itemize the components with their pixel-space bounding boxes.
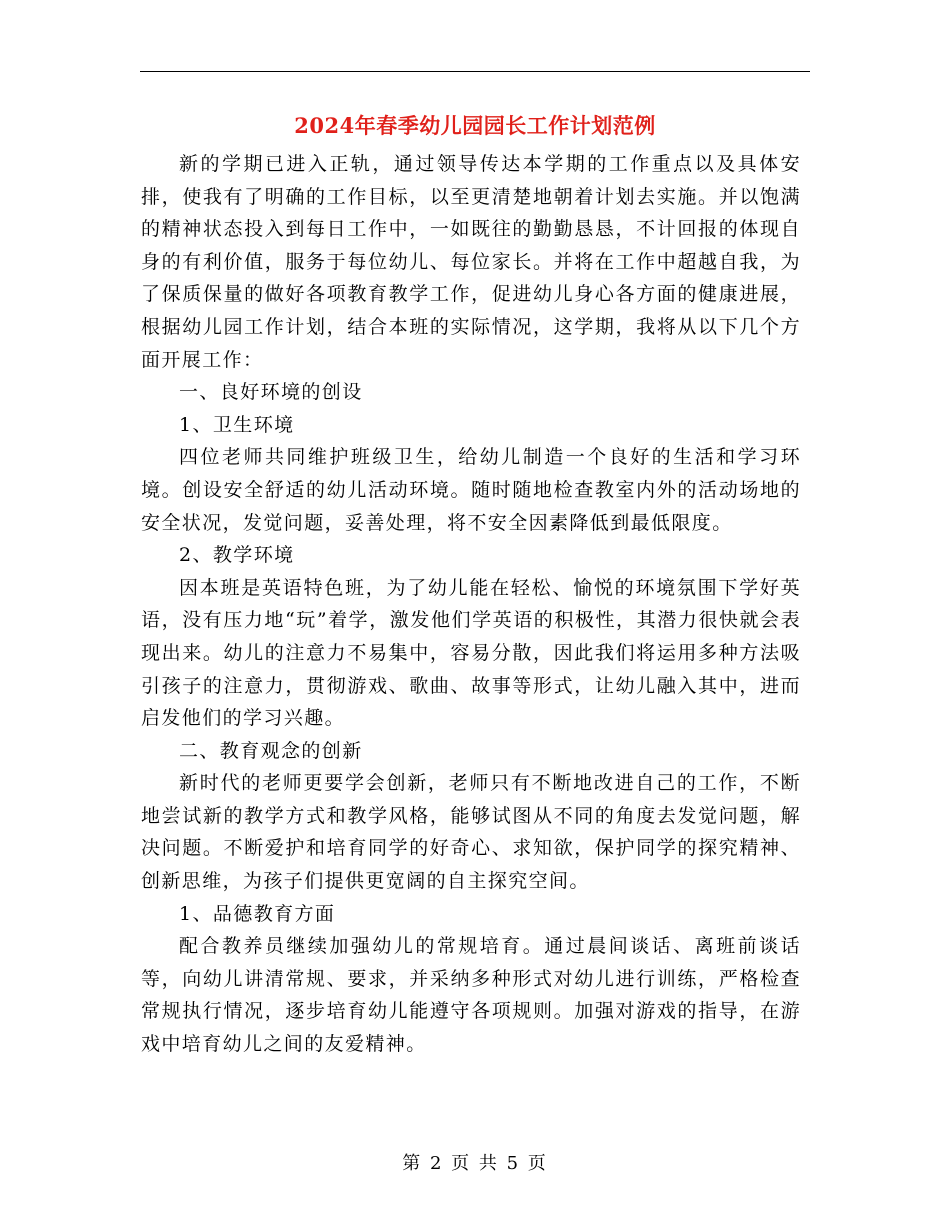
intro-paragraph: 新的学期已进入正轨，通过领导传达本学期的工作重点以及具体安排，使我有了明确的工作目标，以至更清楚地朝着计划去实施。并以饱满的精神状态投入到每日工作中，一如既往的勤勤恳恳，不计回报的体现自身的有利价值，服务于每位幼儿、每位家长。并将在工作中超越自我，为了保质保量的做好各项教育教学工作，促进幼儿身心各方面的健康进展，根据幼儿园工作计划，结合本班的实际情况，这学期，我将从以下几个方面开展工作： — [141, 153, 801, 371]
document-body — [141, 148, 801, 1061]
innovation-paragraph: 新时代的老师更要学会创新，老师只有不断地改进自己的工作，不断地尝试新的教学方式和教学风格，能够试图从不同的角度去发觉问题，解决问题。不断爱护和培育同学的好奇心、求知欲，保护同学的探究精神、创新思维，为孩子们提供更宽阔的自主探究空间。 — [141, 772, 801, 893]
moral-education-paragraph: 配合教养员继续加强幼儿的常规培育。通过晨间谈话、离班前谈话等，向幼儿讲清常规、要求，并采纳多种形式对幼儿进行训练，严格检查常规执行情况，逐步培育幼儿能遵守各项规则。加强对游戏的指导，在游戏中培育幼儿之间的友爱精神。 — [141, 935, 801, 1056]
teaching-paragraph: 因本班是英语特色班，为了幼儿能在轻松、愉悦的环境氛围下学好英语，没有压力地“玩”着学，激发他们学英语的积极性，其潜力很快就会表现出来。幼儿的注意力不易集中，容易分散，因此我们将运用多种方法吸引孩子的注意力，贯彻游戏、歌曲、故事等形式，让幼儿融入其中，进而启发他们的学习兴趣。 — [141, 576, 801, 730]
section-heading-environment: 一、良好环境的创设 — [179, 381, 363, 404]
hygiene-paragraph: 四位老师共同维护班级卫生，给幼儿制造一个良好的生活和学习环境。创设安全舒适的幼儿活动环境。随时随地检查教室内外的活动场地的安全状况，发觉问题，妥善处理，将不安全因素降低到最低限度。 — [141, 446, 801, 534]
subheading-moral-education: 1、品德教育方面 — [179, 902, 336, 925]
header-rule — [140, 71, 810, 72]
subheading-teaching-environment: 2、教学环境 — [179, 544, 295, 567]
document-title: 2024年春季幼儿园园长工作计划范例 — [294, 113, 656, 138]
page-number: 第 2 页 共 5 页 — [402, 1153, 548, 1174]
section-heading-innovation: 二、教育观念的创新 — [179, 739, 363, 762]
subheading-hygiene-environment: 1、卫生环境 — [179, 413, 295, 436]
